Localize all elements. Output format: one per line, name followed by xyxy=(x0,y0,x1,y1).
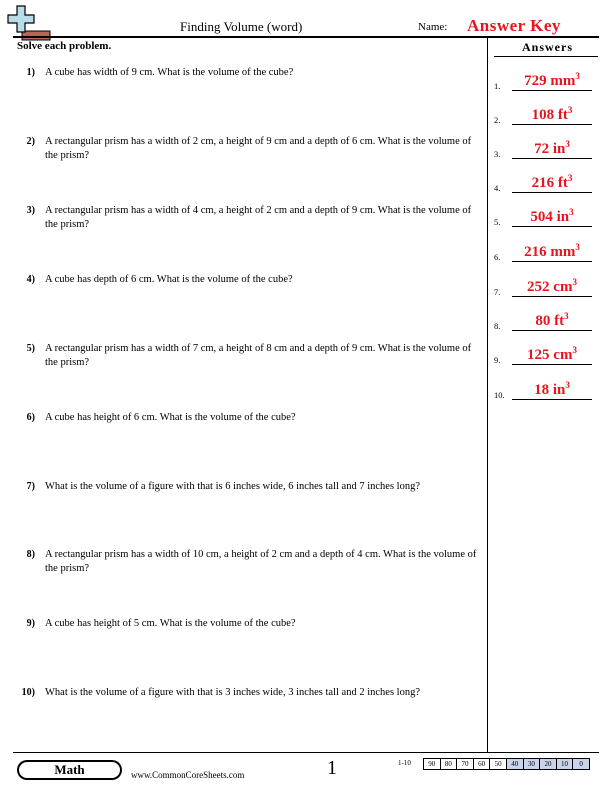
answer-number: 7. xyxy=(494,287,501,297)
score-cell: 0 xyxy=(572,758,590,770)
answer-number: 10. xyxy=(494,390,505,400)
answer-number: 9. xyxy=(494,355,501,365)
answer-underline xyxy=(512,158,592,159)
answer-underline xyxy=(512,399,592,400)
answer-value: 729 $mm^3$ xyxy=(524,71,580,89)
score-range-label: 1-10 xyxy=(398,759,411,767)
score-cell: 10 xyxy=(556,758,574,770)
subject-label: Math xyxy=(19,762,120,778)
answer-number: 6. xyxy=(494,252,501,262)
problem-number: 2) xyxy=(26,136,35,147)
score-table xyxy=(424,758,590,770)
problem-text: A rectangular prism has a width of 2 cm, a height of 9 cm and a depth of 6 cm. What is the volume of the prism? xyxy=(45,136,472,161)
answer-value: 72 $in^3$ xyxy=(534,139,570,157)
score-cell: 30 xyxy=(523,758,541,770)
problem-number: 9) xyxy=(26,618,35,629)
answer-number: 1. xyxy=(494,81,501,91)
name-label: Name: xyxy=(418,21,448,33)
answer-underline xyxy=(512,226,592,227)
answer-value: 216 $mm^3$ xyxy=(524,242,580,260)
answer-line xyxy=(494,71,598,91)
problem-number: 7) xyxy=(26,481,35,492)
score-cell: 60 xyxy=(473,758,491,770)
answer-underline xyxy=(512,261,592,262)
footer-divider xyxy=(13,752,599,753)
answer-underline xyxy=(512,296,592,297)
website-credit: www.CommonCoreSheets.com xyxy=(131,770,245,780)
score-cell: 90 xyxy=(423,758,441,770)
answer-line xyxy=(494,380,598,400)
header-divider xyxy=(13,36,599,38)
problem-number: 8) xyxy=(26,549,35,560)
answer-line xyxy=(494,277,598,297)
worksheet-title: Finding Volume (word) xyxy=(180,19,303,34)
answer-number: 4. xyxy=(494,183,501,193)
answer-underline xyxy=(512,192,592,193)
problem-text: A rectangular prism has a width of 7 cm, a height of 8 cm and a depth of 9 cm. What is the volume of the prism? xyxy=(45,343,472,368)
subject-badge xyxy=(17,760,122,780)
answer-key-label: Answer Key xyxy=(467,16,561,35)
answer-value: 504 $in^3$ xyxy=(530,207,574,225)
answer-number: 8. xyxy=(494,321,501,331)
problem-text: A rectangular prism has a width of 10 cm, a height of 2 cm and a depth of 4 cm. What is the volume of the prism? xyxy=(45,549,477,574)
problem-number: 4) xyxy=(26,274,35,285)
answer-line xyxy=(494,207,598,227)
instructions: Solve each problem. xyxy=(17,40,112,52)
problem-text: A cube has depth of 6 cm. What is the volume of the cube? xyxy=(45,274,293,285)
answer-value: 125 $cm^3$ xyxy=(527,345,577,363)
answer-number: 3. xyxy=(494,149,501,159)
answer-underline xyxy=(512,124,592,125)
answers-heading: Answers xyxy=(522,40,573,54)
problem-number: 3) xyxy=(26,205,35,216)
answer-value: 108 $ft^3$ xyxy=(531,105,573,123)
answer-value: 18 $in^3$ xyxy=(534,380,570,398)
answer-line xyxy=(494,242,598,262)
problem-text: A cube has height of 5 cm. What is the volume of the cube? xyxy=(45,618,296,629)
answer-line xyxy=(494,139,598,159)
answer-line xyxy=(494,311,598,331)
problem-text: A cube has height of 6 cm. What is the volume of the cube? xyxy=(45,412,296,423)
score-cell: 70 xyxy=(456,758,474,770)
answer-value: 80 $ft^3$ xyxy=(535,311,569,329)
score-cell: 50 xyxy=(489,758,507,770)
answer-line xyxy=(494,105,598,125)
answer-value: 252 $cm^3$ xyxy=(527,277,577,295)
problem-text: A cube has width of 9 cm. What is the volume of the cube? xyxy=(45,67,294,78)
answer-column-divider xyxy=(487,36,488,752)
answers-heading-underline xyxy=(494,56,598,57)
score-cell: 20 xyxy=(539,758,557,770)
problem-text: What is the volume of a figure with that is 6 inches wide, 6 inches tall and 7 inches long? xyxy=(45,481,420,492)
answer-number: 5. xyxy=(494,217,501,227)
page-number: 1 xyxy=(327,757,337,779)
answer-underline xyxy=(512,330,592,331)
problem-number: 10) xyxy=(21,687,35,698)
problem-number: 1) xyxy=(26,67,35,78)
answer-underline xyxy=(512,364,592,365)
answer-value: 216 $ft^3$ xyxy=(531,173,573,191)
answer-number: 2. xyxy=(494,115,501,125)
problem-text: A rectangular prism has a width of 4 cm, a height of 2 cm and a depth of 9 cm. What is the volume of the prism? xyxy=(45,205,472,230)
problem-text: What is the volume of a figure with that is 3 inches wide, 3 inches tall and 2 inches long? xyxy=(45,687,420,698)
problem-number: 5) xyxy=(26,343,35,354)
score-cell: 40 xyxy=(506,758,524,770)
answer-underline xyxy=(512,90,592,91)
problem-number: 6) xyxy=(26,412,35,423)
answer-line xyxy=(494,173,598,193)
score-cell: 80 xyxy=(440,758,458,770)
answer-line xyxy=(494,345,598,365)
